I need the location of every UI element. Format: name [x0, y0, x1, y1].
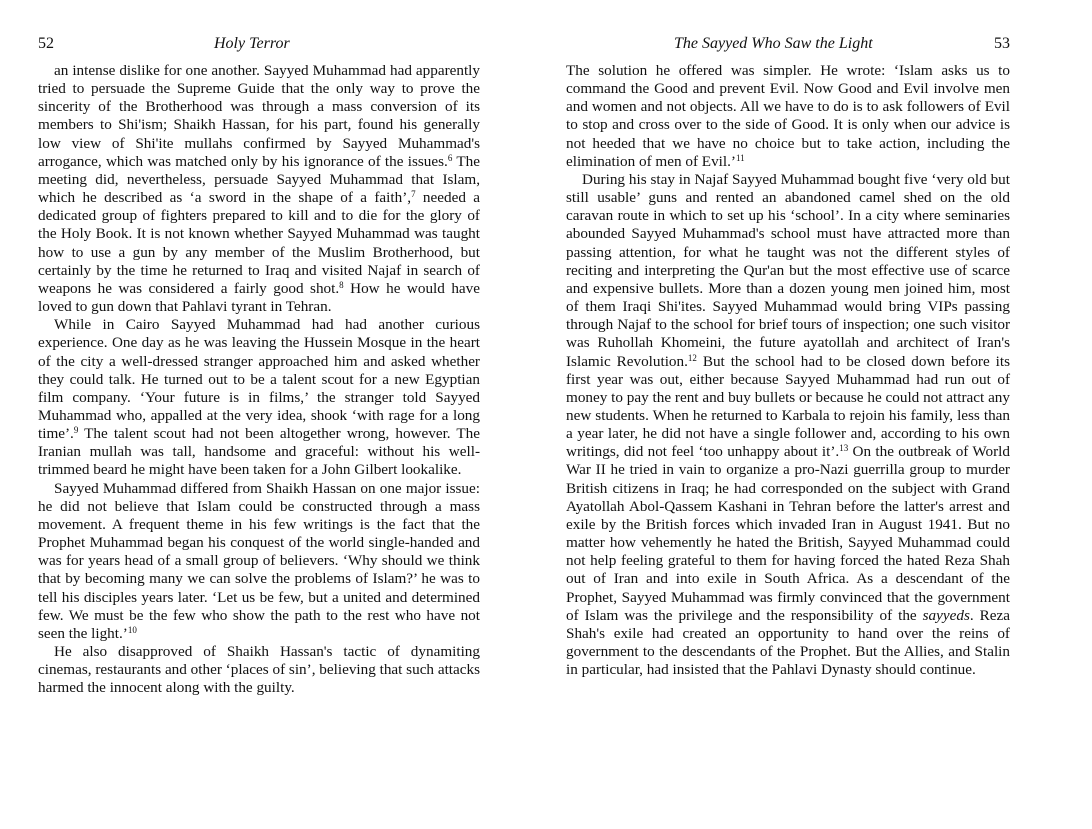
left-running-title: Holy Terror [214, 35, 290, 52]
text-run: He also disapproved of Shaikh Hassan's tactic of dynamiting cinemas, restaurants and other ‘places of sin’, believing that such attacks harmed the innocent along with the guilty. [38, 643, 480, 697]
right-page [566, 0, 1010, 829]
text-run: The talent scout had not been altogether wrong, however. The Iranian mullah was tall, handsome and graceful: without his well-trimmed beard he might have been taken for a John Gilbert lookalike. [38, 425, 480, 479]
paragraph [566, 171, 1010, 679]
paragraph [38, 316, 480, 479]
paragraph [38, 643, 480, 697]
left-page-number: 52 [38, 35, 54, 52]
text-run: On the outbreak of World War II he tried in vain to organize a pro-Nazi guerrilla group to murder British citizens in Iraq; he had corresponded on the subject with Grand Ayatollah Abol-Qassem Kashani in Tehran before the latter's arrest and exile by the British forces which invaded Iran in August 1941. But no matter how vehemently he hated the British, Sayyed Muhammad could not help feeling grateful to them for having forced the hated Reza Shah out of Iran and into exile in South Africa. As a descendant of the Prophet, Sayyed Muhammad was firmly convinced that the government of Islam was the privilege and the responsibility of the [566, 443, 1010, 624]
right-page-body [566, 62, 1010, 679]
text-run: Sayyed Muhammad differed from Shaikh Hassan on one major issue: he did not believe that Islam could be constructed through a mass movement. A frequent theme in his few writings is the fact that the Prophet Muhammad began his conquest of the world single-handed and was for years head of a small group of believers. ‘Why should we think that by becoming many we can solve the problems of Islam?’ he was to tell his disciples years later. ‘Let us be few, but a united and determined few. We must be the few who show the path to the rest who have not seen the light.’ [38, 479, 480, 642]
text-run: . Reza Shah's exile had created an opportunity to hand over the reins of government to the descendants of the Prophet. But the Allies, and Stalin in particular, had insisted that the Pahlavi Dynasty should continue. [566, 606, 1010, 679]
left-page-body [38, 62, 480, 697]
right-page-number: 53 [994, 35, 1010, 52]
text-run: an intense dislike for one another. Sayyed Muhammad had apparently tried to persuade the Supreme Guide that the only way to prove the sincerity of the Brotherhood was through a mass conversion of its members to Shi'ism; Shaikh Hassan, for his part, found his generally low view of Shi'ite mullahs confirmed by Sayyed Muhammad's arrogance, which was matched only by his ignorance of the issues. [38, 62, 480, 170]
paragraph [38, 480, 480, 643]
footnote-ref: 11 [735, 152, 745, 163]
footnote-ref: 9 [73, 425, 79, 436]
paragraph [566, 62, 1010, 171]
text-run: The solution he offered was simpler. He wrote: ‘Islam asks us to command the Good and prevent Evil. Now Good and Evil involve men and women and not objects. All we have to do is to ask followers of Evil to stop and cross over to the side of Good. It is only when our advice is not heeded that we have no choice but to take action, including the elimination of men of Evil.’ [566, 62, 1010, 170]
text-run: The meeting did, nevertheless, persuade Sayyed Muhammad that Islam, which he described as ‘a sword in the shape of a faith’, [38, 152, 480, 207]
footnote-ref: 13 [839, 443, 849, 454]
text-run: During his stay in Najaf Sayyed Muhammad bought five ‘very old but still usable’ guns and rented an abandoned camel shed on the old caravan route in which to set up his ‘school’. In a city where seminaries abounded Sayyed Muhammad's school must have attracted more than passing attention, for what he taught was not the different styles of reciting and interpreting the Qur'an but the most effective use of scarce and expensive bullets. More than a dozen young men joined him, most of them Iraqi Shi'ites. Sayyed Muhammad would bring VIPs passing through Najaf to the school for brief tours of inspection; one such visitor was Ruhollah Khomeini, the future ayatollah and architect of Iran's Islamic Revolution. [566, 170, 1010, 370]
text-run: needed a dedicated group of fighters prepared to kill and to die for the glory of the Holy Book. It is not known whether Sayyed Muhammad was taught how to use a gun by any member of the Muslim Brotherhood, but certainly by the time he returned to Iraq and visited Najaf in search of weapons he was considered a fairly good shot. [38, 189, 480, 297]
footnote-ref: 10 [127, 624, 137, 635]
footnote-ref: 8 [339, 279, 344, 290]
paragraph [38, 62, 480, 316]
text-run: But the school had to be closed down before its first year was out, either because Sayyed Muhammad had run out of money to pay the rent and buy bullets or because he could not attract any new students. When he returned to Karbala to rejoin his family, less than a year later, he did not have a single follower and, according to his own writings, did not feel ‘too unhappy about it’. [566, 352, 1010, 461]
footnote-ref: 12 [687, 352, 697, 363]
right-running-head [566, 33, 1010, 55]
footnote-ref: 7 [411, 189, 416, 200]
left-running-head [38, 33, 480, 55]
footnote-ref: 6 [447, 152, 453, 163]
right-running-title: The Sayyed Who Saw the Light [674, 35, 873, 52]
left-page [38, 0, 480, 829]
text-run: While in Cairo Sayyed Muhammad had had another curious experience. One day as he was leaving the Hussein Mosque in the heart of the city a well-dressed stranger approached him and asked whether they could talk. He turned out to be a talent scout for a new Egyptian film company. ‘Your future is in films,’ the stranger told Sayyed Muhammad who, appalled at the very idea, shook ‘with rage for a long time’. [38, 316, 480, 443]
text-run: How he would have loved to gun down that Pahlavi tyrant in Tehran. [38, 279, 480, 316]
italic-text: sayyeds [922, 606, 970, 624]
